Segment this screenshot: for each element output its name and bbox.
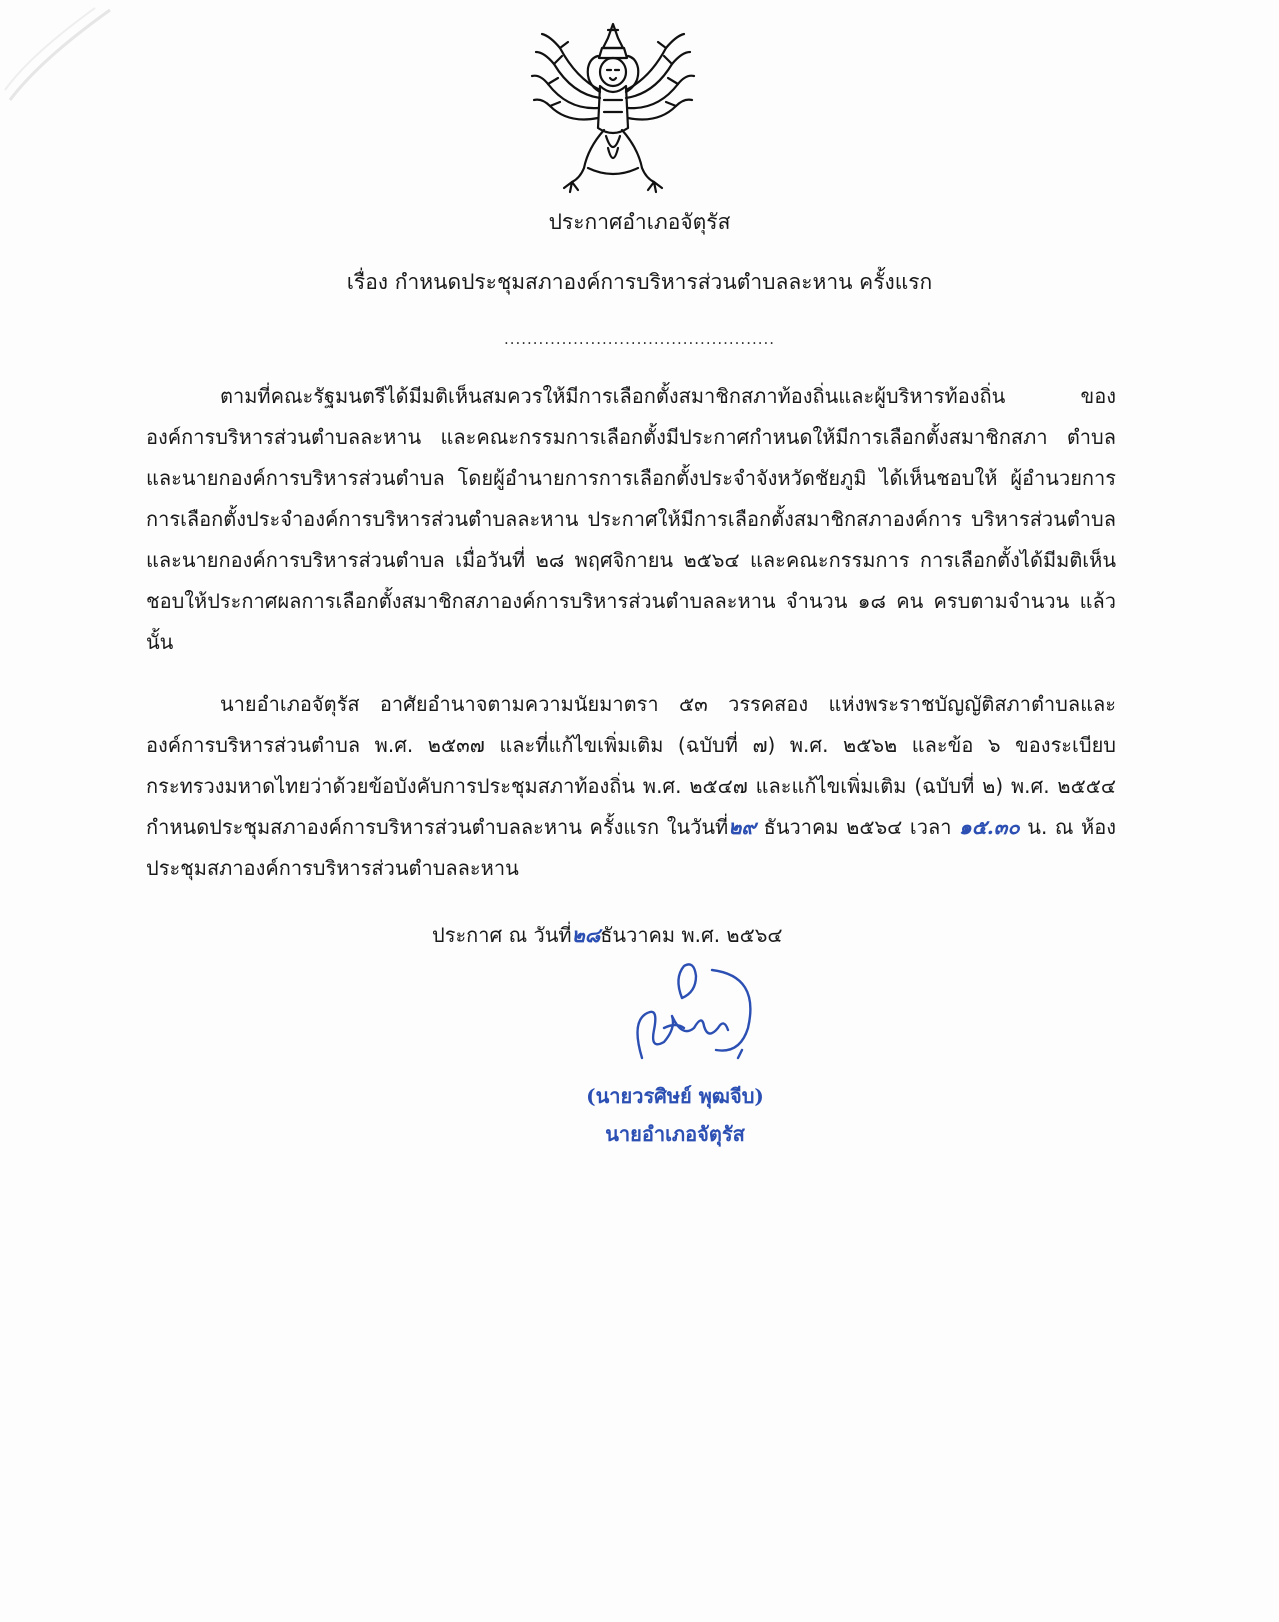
- paragraph-order: [146, 684, 1116, 889]
- garuda-emblem-icon: [528, 18, 698, 200]
- signer-title: นายอำเภอจัตุรัส: [605, 1122, 745, 1146]
- document-title: ประกาศอำเภอจัตุรัส: [548, 210, 731, 234]
- meeting-time-handwritten: ๑๕.๓๐: [959, 815, 1020, 839]
- order-text-part1: นายอำเภอจัตุรัส อาศัยอำนาจตามความนัยมาตรา ๕๓ วรรคสอง แห่งพระราชบัญญัติสภาตำบลและ องค์การบริหารส่วนตำบล พ.ศ. ๒๕๓๗ และที่แก้ไขเพิ่มเติม (ฉบับที่ ๗) พ.ศ. ๒๕๖๒ และข้อ ๖ ของระเบียบ กระทรวงมหาดไทยว่าด้วยข้อบังคับการประชุมสภาท้องถิ่น พ.ศ. ๒๕๔๗ และแก้ไขเพิ่มเติม (ฉบับที่ ๒) พ.ศ. ๒๕๕๔ กำหนดประชุมสภาองค์การบริหารส่วนตำบลละหาน ครั้งแรก ในวันที่: [146, 692, 1116, 839]
- signer-name: (นายวรศิษย์ พุฒจีบ): [586, 1084, 764, 1108]
- order-text-part2: ธันวาคม ๒๕๖๔ เวลา: [756, 815, 960, 839]
- meeting-day-handwritten: ๒๙: [728, 815, 757, 839]
- handwritten-signature: [620, 958, 770, 1078]
- dotted-divider: ...............................................: [503, 330, 776, 348]
- scan-artifact-icon: [0, 0, 120, 110]
- order-text-part3: น. ณ ห้องประชุมสภาองค์การบริหารส่วนตำบลละหาน: [146, 815, 1116, 880]
- announcement-date-line: [432, 920, 952, 950]
- announce-suffix: ธันวาคม พ.ศ. ๒๕๖๔: [600, 923, 783, 947]
- document-subject: เรื่อง กำหนดประชุมสภาองค์การบริหารส่วนตำบลละหาน ครั้งแรก: [346, 270, 933, 294]
- announce-day-handwritten: ๒๘: [571, 923, 601, 947]
- paragraph-background: ตามที่คณะรัฐมนตรีได้มีมติเห็นสมควรให้มีการเลือกตั้งสมาชิกสภาท้องถิ่นและผู้บริหารท้องถิ่น ของ องค์การบริหารส่วนตำบลละหาน และคณะกรรมการเลือกตั้งมีประกาศกำหนดให้มีการเลือกตั้งสมาชิกสภา ตำบลและนายกองค์การบริหารส่วนตำบล โดยผู้อำนายการการเลือกตั้งประจำจังหวัดชัยภูมิ ได้เห็นชอบให้ ผู้อำนวยการการเลือกตั้งประจำองค์การบริหารส่วนตำบลละหาน ประกาศให้มีการเลือกตั้งสมาชิกสภาองค์การ บริหารส่วนตำบลและนายกองค์การบริหารส่วนตำบล เมื่อวันที่ ๒๘ พฤศจิกายน ๒๕๖๔ และคณะกรรมการ การเลือกตั้งได้มีมติเห็นชอบให้ประกาศผลการเลือกตั้งสมาชิกสภาองค์การบริหารส่วนตำบลละหาน จำนวน ๑๘ คน ครบตามจำนวน แล้ว นั้น: [146, 384, 1116, 654]
- announce-prefix: ประกาศ ณ วันที่: [432, 923, 572, 947]
